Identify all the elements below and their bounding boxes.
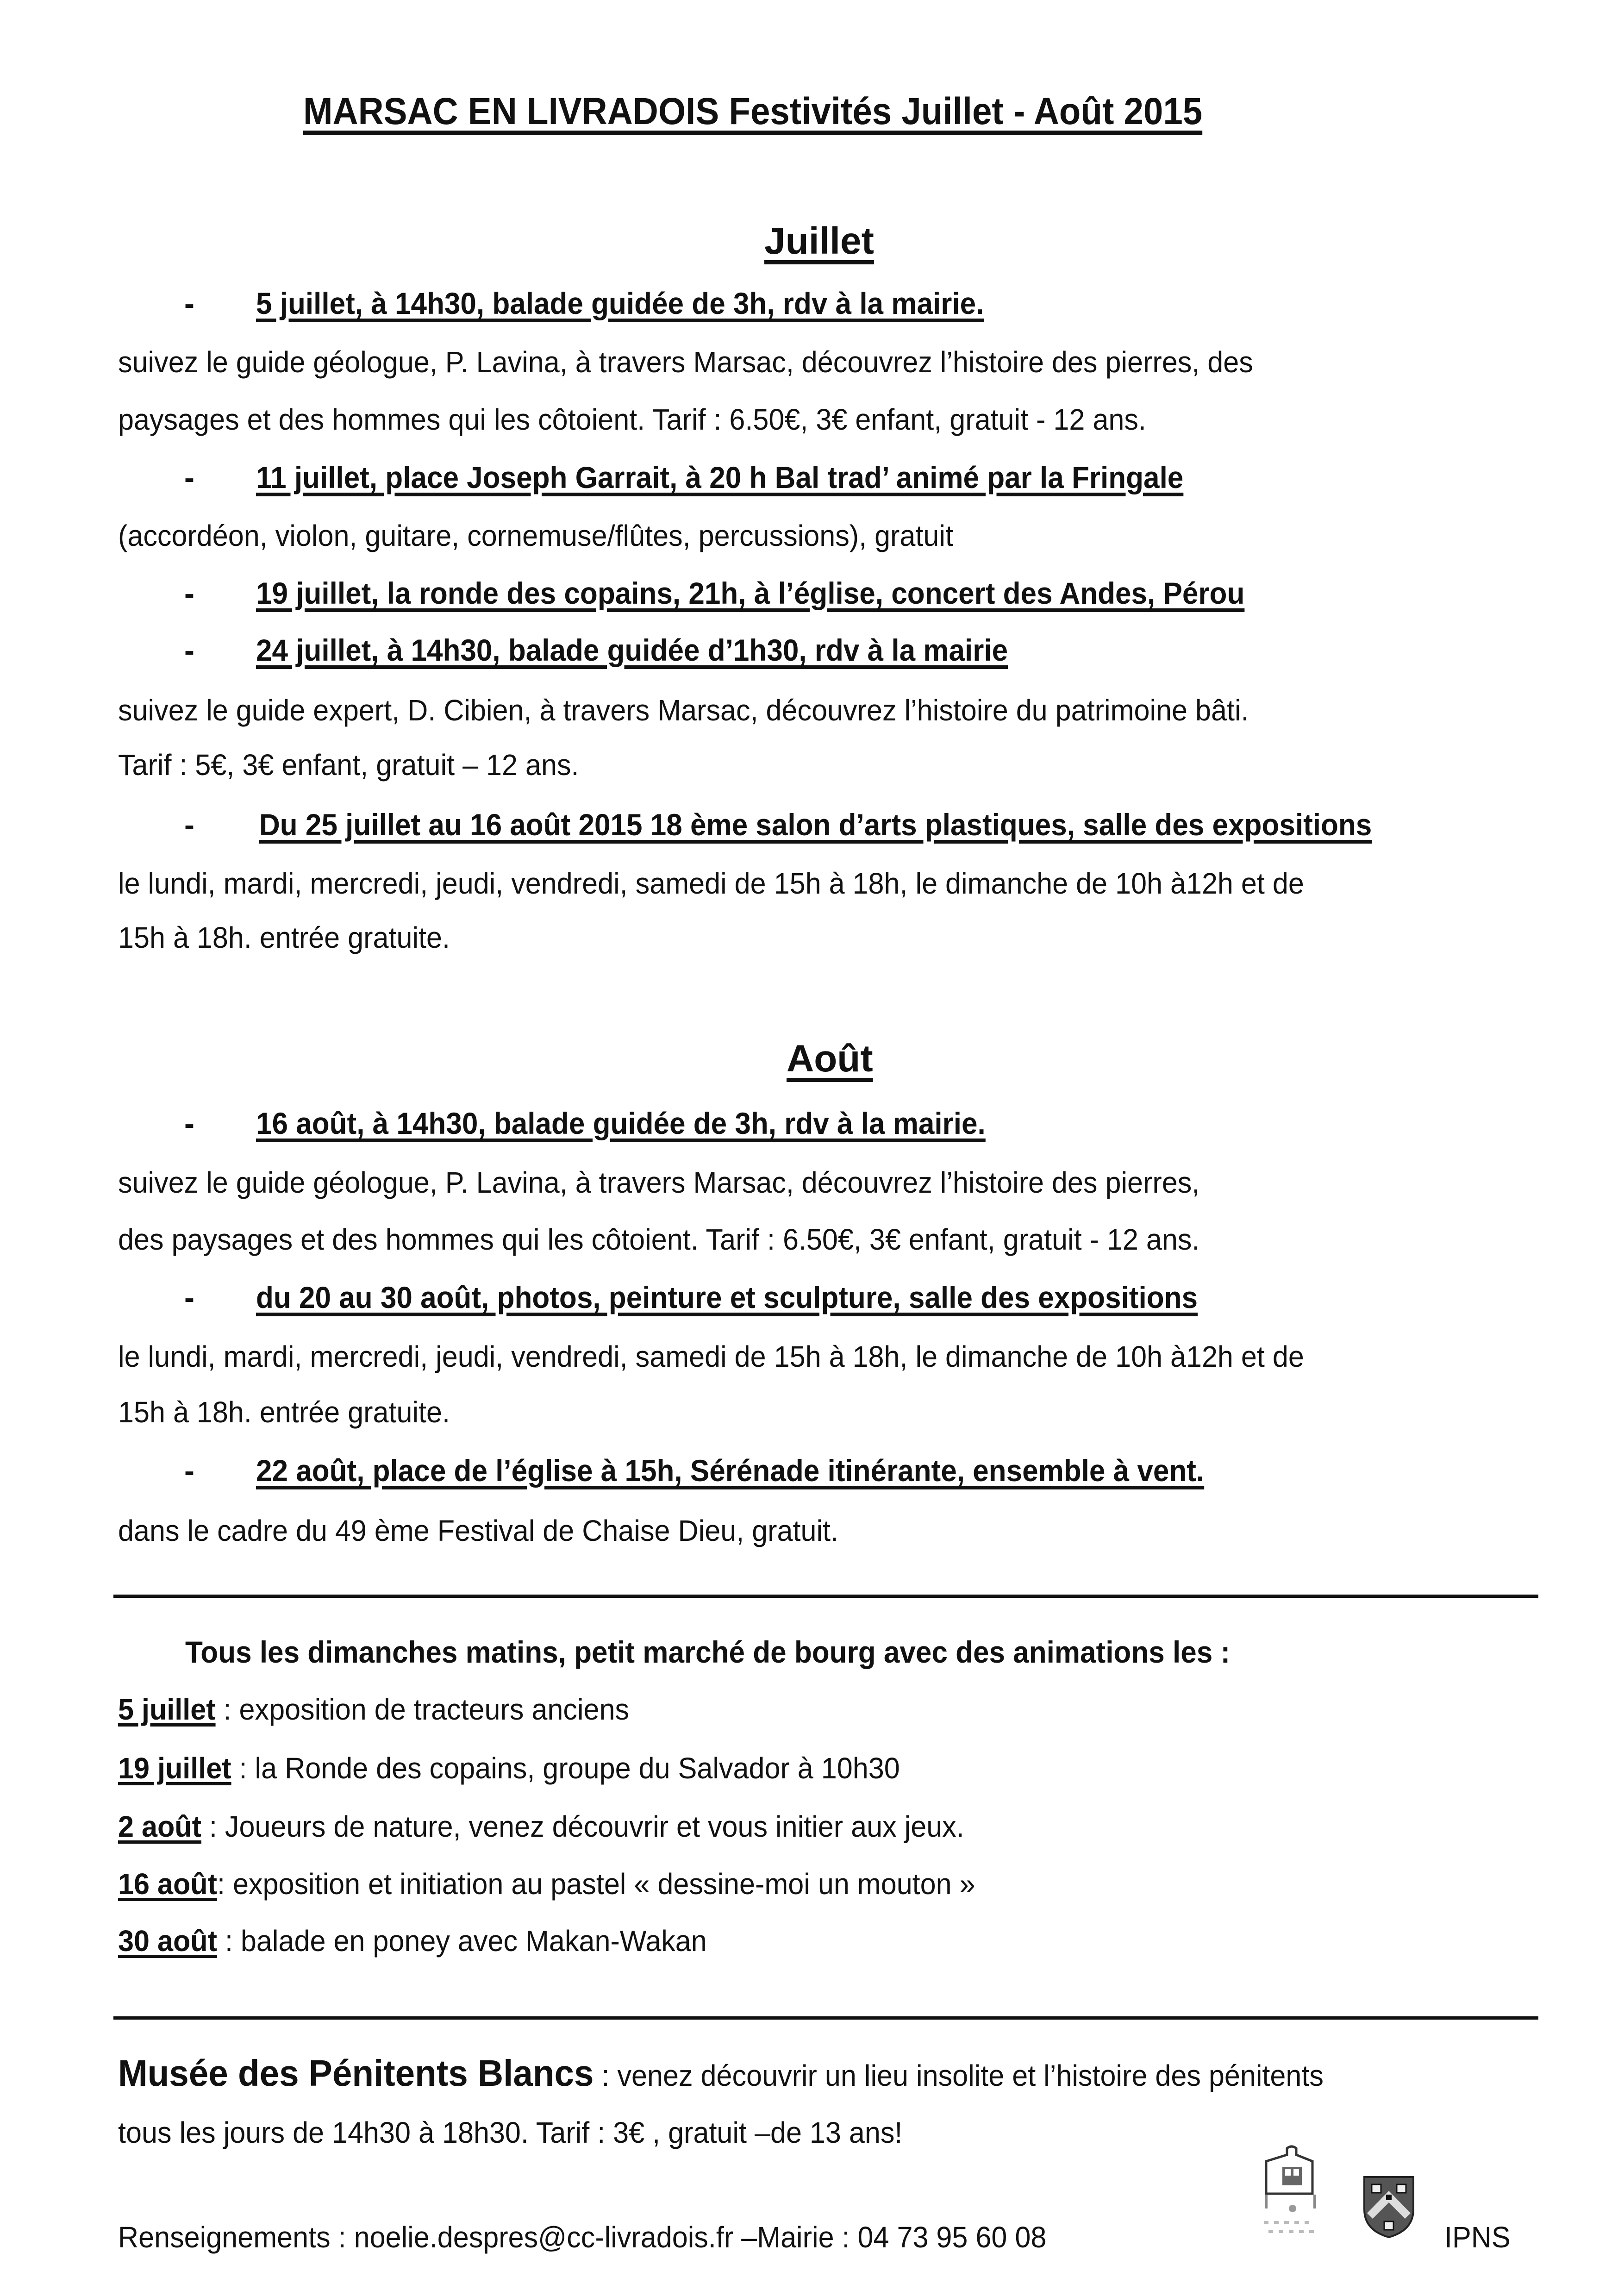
market-date: 2 août [118, 1810, 201, 1843]
page-title: MARSAC EN LIVRADOIS Festivités Juillet - Août 2015 [303, 90, 1203, 132]
event-title: 16 août, à 14h30, balade guidée de 3h, rdv à la mairie. [256, 1106, 986, 1140]
event-title: 5 juillet, à 14h30, balade guidée de 3h, rdv à la mairie. [256, 286, 984, 320]
event-description: des paysages et des hommes qui les côtoient. Tarif : 6.50€, 3€ enfant, gratuit - 12 ans. [118, 1223, 1200, 1256]
church-logo [1259, 2144, 1329, 2236]
bullet: - [184, 576, 194, 610]
market-text: : exposition de tracteurs anciens [215, 1693, 630, 1726]
bullet: - [184, 1106, 194, 1140]
bullet: - [184, 1280, 194, 1314]
church-icon [1259, 2144, 1329, 2236]
museum-hours: tous les jours de 14h30 à 18h30. Tarif : 3€ , gratuit –de 13 ans! [118, 2116, 903, 2149]
divider [113, 1595, 1538, 1598]
market-date: 19 juillet [118, 1752, 231, 1785]
event-description: (accordéon, violon, guitare, cornemuse/flûtes, percussions), gratuit [118, 519, 953, 552]
market-item [118, 1869, 975, 1899]
market-item [118, 1695, 629, 1724]
bullet: - [184, 1453, 194, 1488]
market-text: : Joueurs de nature, venez découvrir et vous initier aux jeux. [201, 1810, 964, 1843]
bullet: - [184, 633, 194, 667]
market-date: 30 août [118, 1924, 217, 1958]
event-description: le lundi, mardi, mercredi, jeudi, vendredi, samedi de 15h à 18h, le dimanche de 10h à12h et de [118, 867, 1304, 900]
bullet: - [184, 807, 194, 842]
market-date: 5 juillet [118, 1693, 216, 1726]
event-description: suivez le guide géologue, P. Lavina, à travers Marsac, découvrez l’histoire des pierres, [118, 1166, 1200, 1199]
event-description: le lundi, mardi, mercredi, jeudi, vendredi, samedi de 15h à 18h, le dimanche de 10h à12h et de [118, 1340, 1304, 1373]
museum-description: : venez découvrir un lieu insolite et l’histoire des pénitents [593, 2059, 1324, 2092]
event-title: du 20 au 30 août, photos, peinture et sculpture, salle des expositions [256, 1280, 1198, 1314]
shield-icon [1363, 2176, 1414, 2239]
event-description: 15h à 18h. entrée gratuite. [118, 1395, 450, 1429]
market-heading: Tous les dimanches matins, petit marché de bourg avec des animations les : [185, 1635, 1231, 1669]
market-item [118, 1812, 964, 1841]
coat-of-arms [1363, 2176, 1414, 2239]
event-title: 11 juillet, place Joseph Garrait, à 20 h Bal trad’ animé par la Fringale [256, 460, 1184, 494]
divider [113, 2016, 1538, 2020]
event-description: paysages et des hommes qui les côtoient. Tarif : 6.50€, 3€ enfant, gratuit - 12 ans. [118, 403, 1146, 436]
event-description: Tarif : 5€, 3€ enfant, gratuit – 12 ans. [118, 748, 579, 782]
event-description: suivez le guide géologue, P. Lavina, à travers Marsac, découvrez l’histoire des pierres, des [118, 345, 1253, 379]
event-title: 19 juillet, la ronde des copains, 21h, à l’église, concert des Andes, Pérou [256, 576, 1245, 610]
event-description: suivez le guide expert, D. Cibien, à travers Marsac, découvrez l’histoire du patrimoine bâti. [118, 694, 1249, 727]
market-text: : la Ronde des copains, groupe du Salvador à 10h30 [231, 1752, 900, 1785]
ipns-mark: IPNS [1444, 2221, 1511, 2254]
market-item [118, 1926, 707, 1956]
event-title: 24 juillet, à 14h30, balade guidée d’1h30, rdv à la mairie [256, 633, 1008, 667]
market-item [118, 1753, 900, 1783]
museum-line [118, 2052, 1324, 2094]
event-title: 22 août, place de l’église à 15h, Sérénade itinérante, ensemble à vent. [256, 1453, 1205, 1488]
event-title: Du 25 juillet au 16 août 2015 18 ème salon d’arts plastiques, salle des expositions [259, 807, 1372, 842]
section-heading-august: Août [787, 1038, 873, 1080]
museum-name: Musée des Pénitents Blancs [118, 2052, 594, 2094]
event-description: dans le cadre du 49 ème Festival de Chaise Dieu, gratuit. [118, 1514, 839, 1547]
market-date: 16 août [118, 1867, 217, 1901]
event-description: 15h à 18h. entrée gratuite. [118, 921, 450, 954]
market-text: : exposition et initiation au pastel « dessine-moi un mouton » [217, 1867, 975, 1901]
bullet: - [184, 460, 194, 494]
contact-info: Renseignements : noelie.despres@cc-livradois.fr –Mairie : 04 73 95 60 08 [118, 2221, 1047, 2254]
section-heading-july: Juillet [764, 220, 874, 262]
bullet: - [184, 286, 194, 320]
market-text: : balade en poney avec Makan-Wakan [217, 1924, 707, 1958]
